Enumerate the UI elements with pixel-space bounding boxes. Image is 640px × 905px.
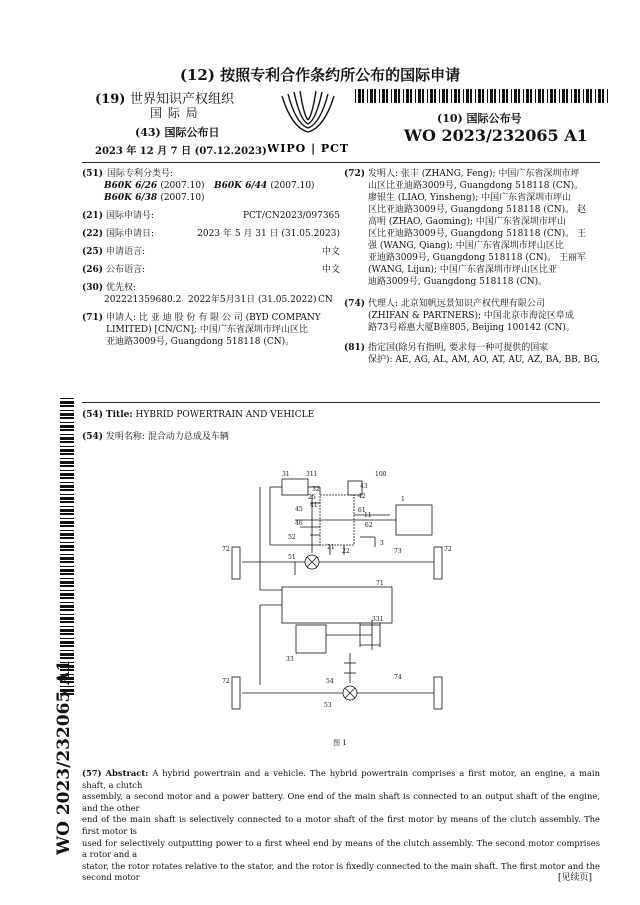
barcode-bar: [502, 89, 505, 103]
barcode-bar: [530, 89, 532, 103]
barcode-bar: [60, 614, 74, 615]
barcode-bar: [379, 89, 380, 103]
barcode-bar: [60, 413, 74, 416]
barcode-bar: [60, 629, 74, 632]
wipo-logo-text: WIPO | PCT: [268, 142, 348, 155]
barcode-bar: [60, 609, 74, 611]
barcode-bar: [526, 89, 529, 103]
field-21: (21) 国际申请号: PCT/CN2023/097365: [82, 211, 340, 221]
barcode-bar: [60, 645, 74, 647]
figure-ref-label: 46: [295, 520, 303, 527]
barcode-bar: [478, 89, 481, 103]
figure-ref-label: 32: [312, 486, 320, 493]
figure-ref-label: 62: [365, 522, 373, 529]
field-71: (71) 申请人: 比 亚 迪 股 份 有 限 公 司 (BYD COMPANY LIMITED) [CN/CN]; 中国广东省深圳市坪山区比 亚迪路3009号, Guangdong 518118 (CN)。: [82, 313, 321, 347]
ipc-entry: B60K 6/44 (2007.10): [214, 181, 315, 191]
barcode-bar: [427, 89, 428, 103]
field-74: (74) 代理人: 北京知帆远景知识产权代理有限公司 (ZHIFAN & PARTNERS); 中国北京市海淀区阜成 路73号裕惠大厦B座805, Beijing 100142 (CN)。: [344, 299, 575, 333]
title-en: (54) Title: HYBRID POWERTRAIN AND VEHICLE: [82, 410, 315, 420]
wipo-emblem-icon: [268, 88, 348, 158]
side-pubno: WO 2023/232065 A1: [54, 659, 74, 855]
barcode-bar: [458, 89, 460, 103]
barcode-bar: [60, 482, 74, 483]
figure-ref-label: 33: [286, 656, 294, 663]
barcode-bar: [60, 525, 74, 527]
figure-ref-label: 43: [360, 483, 368, 490]
barcode-bar: [562, 89, 565, 103]
figure-ref-label: 1: [401, 496, 405, 503]
field-30: (30) 优先权:: [82, 283, 137, 293]
barcode-bar: [566, 89, 568, 103]
barcode-bar: [60, 497, 74, 500]
figure-ref-label: 52: [288, 534, 296, 541]
powertrain-diagram: [200, 465, 480, 750]
figure-ref-label: 100: [375, 471, 387, 478]
barcode-bar: [590, 89, 592, 103]
barcode-bar: [358, 89, 361, 103]
barcode-bar: [60, 597, 74, 599]
barcode-bar: [490, 89, 493, 103]
barcode-bar: [60, 422, 74, 423]
barcode-bar: [487, 89, 488, 103]
barcode-bar: [60, 521, 74, 524]
barcode-bar: [60, 501, 74, 503]
barcode-bar: [60, 417, 74, 419]
barcode-bar: [60, 626, 74, 627]
figure-ref-label: 72: [222, 546, 230, 553]
barcode-bar: [60, 641, 74, 644]
figure-ref-label: 72: [444, 546, 452, 553]
barcode-bar: [60, 605, 74, 608]
barcode-bar: [60, 405, 74, 407]
pubno-value: WO 2023/232065 A1: [404, 126, 588, 145]
figure-ref-label: 42: [358, 493, 366, 500]
figure-ref-label: 53: [324, 702, 332, 709]
barcode-bar: [571, 89, 572, 103]
barcode-bar: [60, 446, 74, 447]
barcode-bar: [60, 434, 74, 435]
barcode-bar: [60, 554, 74, 555]
header-divider: [82, 162, 600, 163]
barcode-bar: [403, 89, 404, 103]
barcode-bar: [60, 441, 74, 443]
barcode-bar: [60, 437, 74, 440]
barcode-bar: [518, 89, 520, 103]
barcode-bar: [60, 530, 74, 531]
barcode-bar: [394, 89, 397, 103]
barcode-bar: [418, 89, 421, 103]
barcode-bar: [60, 477, 74, 479]
barcode-bar: [60, 593, 74, 596]
barcode-side: [60, 398, 74, 698]
barcode-bar: [446, 89, 448, 103]
barcode-bar: [60, 453, 74, 455]
field-22: (22) 国际申请日: 2023 年 5 月 31 日 (31.05.2023): [82, 229, 340, 239]
figure-ref-label: 25: [308, 494, 316, 501]
barcode-bar: [434, 89, 436, 103]
barcode-bar: [451, 89, 452, 103]
barcode-bar: [60, 537, 74, 539]
barcode-bar: [60, 657, 74, 659]
barcode-bar: [60, 509, 74, 512]
barcode-bar: [60, 494, 74, 495]
barcode-bar: [60, 633, 74, 635]
barcode-bar: [506, 89, 508, 103]
figure-ref-label: 21: [327, 544, 335, 551]
barcode-bar: [60, 470, 74, 471]
wheel-upper-left: [232, 547, 240, 579]
right-column: [344, 168, 602, 366]
figure-ref-label: 73: [394, 548, 402, 555]
pubno-label: (10) 国际公布号: [437, 112, 522, 125]
barcode-bar: [466, 89, 469, 103]
barcode-bar: [60, 578, 74, 579]
ipc-list: [82, 180, 340, 204]
barcode-bar: [535, 89, 536, 103]
figure-ref-label: 41: [310, 502, 318, 509]
barcode-bar: [60, 449, 74, 452]
barcode-bar: [523, 89, 524, 103]
figure-ref-label: 45: [295, 506, 303, 513]
document-title: (12) 按照专利合作条约所公布的国际申请: [179, 66, 461, 84]
org-sub: 国 际 局: [150, 106, 199, 120]
figure-ref-label: 3: [380, 540, 384, 547]
barcode-bar: [60, 650, 74, 651]
title-cn: (54) 发明名称: 混合动力总成及车辆: [82, 432, 229, 442]
field-72: (72) 发明人: 张丰 (ZHANG, Feng); 中国广东省深圳市坪 山区比亚迪路3009号, Guangdong 518118 (CN)。 廖银生 (LIAO, Yinsheng); 中国广东省深圳市坪山 区比亚迪路3009号, Guangdong 518118 (CN)。 赵 高明 (ZHAO, Gaoming); 中国广东省深圳市坪山 区比亚迪路3009号, Guangdong 518118 (CN)。 王 强 (WANG, Qiang); 中国广东省深圳市坪山区比 亚迪路3009号, Guangdong 518118 (CN)。 王丽军 (WANG, Lijun); 中国广东省深圳市坪山区比亚 迪路3009号, Guangdong 518118 (CN)。: [344, 169, 586, 287]
barcode-bar: [60, 506, 74, 507]
barcode-bar: [60, 461, 74, 464]
barcode-side-icon: [60, 398, 74, 698]
barcode-bar: [60, 585, 74, 587]
wipo-logo: [268, 88, 348, 158]
barcode-bar: [595, 89, 596, 103]
org-name: 世界知识产权组织: [129, 92, 234, 107]
barcode-bar: [410, 89, 412, 103]
barcode-bar: [60, 573, 74, 575]
barcode-bar: [60, 653, 74, 656]
barcode-bar: [574, 89, 577, 103]
barcode-bar: [60, 425, 74, 428]
barcode-bar: [60, 590, 74, 591]
barcode-bar: [554, 89, 556, 103]
barcode-bar: [598, 89, 601, 103]
barcode-bar: [60, 533, 74, 536]
left-column: [82, 168, 340, 348]
priority-claim: 202221359680.2 2022年5月31日 (31.05.2022) CN: [104, 295, 333, 305]
barcode-bar: [542, 89, 544, 103]
barcode-bar: [60, 513, 74, 515]
ipc-entry: B60K 6/38 (2007.10): [104, 193, 205, 203]
barcode-bar: [583, 89, 584, 103]
figure-ref-label: 61: [358, 507, 366, 514]
barcode-bar: [60, 489, 74, 491]
barcode-bar: [550, 89, 553, 103]
field-51: (51) 国际专利分类号:: [82, 169, 174, 179]
barcode-bar: [60, 617, 74, 620]
barcode-bar: [60, 429, 74, 431]
figure-ref-label: 51: [288, 554, 296, 561]
barcode-bar: [60, 569, 74, 572]
barcode-bar: [454, 89, 457, 103]
part-1-engine: [396, 505, 432, 535]
figure-caption: 图 1: [333, 739, 347, 747]
barcode-bar: [547, 89, 548, 103]
barcode-bar: [60, 485, 74, 488]
barcode-bar: [370, 89, 373, 103]
barcode-bar: [415, 89, 416, 103]
barcode-bar: [60, 465, 74, 467]
barcode-bar: [60, 602, 74, 603]
field-26: (26) 公布语言: 中文: [82, 265, 340, 275]
figure-ref-label: 22: [342, 548, 350, 555]
barcode-bar: [475, 89, 476, 103]
barcode-bar: [430, 89, 433, 103]
barcode-bar: [60, 542, 74, 543]
title-divider: [82, 402, 600, 403]
barcode-bar: [439, 89, 440, 103]
part-31: [282, 479, 308, 495]
barcode-bar: [60, 458, 74, 459]
barcode-bar: [60, 557, 74, 560]
barcode-bar: [60, 401, 74, 404]
barcode-bar: [406, 89, 409, 103]
barcode-bar: [60, 398, 74, 399]
figure-ref-label: 311: [306, 471, 318, 478]
wheel-upper-right: [434, 547, 442, 579]
barcode-bar: [499, 89, 500, 103]
figure-ref-label: 31: [282, 471, 290, 478]
barcode-bar: [60, 545, 74, 548]
figure-1: [200, 465, 480, 750]
barcode-bar: [398, 89, 400, 103]
barcode-bar: [386, 89, 388, 103]
wheel-lower-left: [232, 677, 240, 709]
figure-ref-label: 72: [222, 678, 230, 685]
pubdate-label: (43) 国际公布日: [135, 126, 220, 139]
barcode-bar: [382, 89, 385, 103]
figure-ref-label: 11: [364, 512, 372, 519]
wheel-lower-right: [434, 677, 442, 709]
barcode-bar: [442, 89, 445, 103]
figure-ref-label: 74: [394, 674, 402, 681]
part-33-motor: [296, 625, 326, 653]
barcode-bar: [559, 89, 560, 103]
abstract: (57) Abstract: A hybrid powertrain and a vehicle. The hybrid powertrain comprises a first motor, an engine, a main shaft, a clutch assembly, a second motor and a power battery. One end of the main shaft is connected to an output shaft of the engine, and the other end of the main shaft is selectively connected to a motor shaft of the first motor by means of the clutch assembly. The first motor is used for selectively outputting power to a first wheel end by means of the clutch assembly. The second motor comprises a rotor and a stator, the rotor rotates relative to the stator, and the rotor is fixedly connected to the main shaft. The first motor and the second motor: [82, 768, 601, 883]
barcode-bar: [511, 89, 512, 103]
barcode-bar: [514, 89, 517, 103]
barcode-bar: [494, 89, 496, 103]
barcode-bar: [607, 89, 608, 103]
barcode-bar: [60, 621, 74, 623]
org-num: (19): [95, 92, 126, 107]
barcode-top-icon: [355, 89, 610, 103]
continued-note: [见续页]: [558, 873, 593, 883]
figure-ref-label: 54: [326, 678, 334, 685]
barcode-bar: [482, 89, 484, 103]
barcode-bar: [60, 638, 74, 639]
barcode-bar: [60, 549, 74, 551]
barcode-bar: [362, 89, 364, 103]
barcode-top: [355, 88, 610, 102]
barcode-bar: [355, 89, 356, 103]
barcode-bar: [538, 89, 541, 103]
barcode-bar: [422, 89, 424, 103]
figure-ref-label: 331: [372, 616, 384, 623]
pubdate-value: 2023 年 12 月 7 日 (07.12.2023): [95, 146, 267, 157]
barcode-bar: [60, 518, 74, 519]
barcode-bar: [578, 89, 580, 103]
barcode-bar: [470, 89, 472, 103]
barcode-bar: [60, 566, 74, 567]
barcode-bar: [391, 89, 392, 103]
barcode-bar: [60, 473, 74, 476]
barcode-bar: [586, 89, 589, 103]
barcode-bar: [367, 89, 368, 103]
barcode-bar: [374, 89, 376, 103]
figure-ref-label: 71: [376, 580, 384, 587]
field-25: (25) 申请语言: 中文: [82, 247, 340, 257]
field-81: (81) 指定国(除另有指明, 要求每一种可提供的国家 保护): AE, AG, AL, AM, AO, AT, AU, AZ, BA, BB, BG,: [344, 343, 600, 365]
barcode-bar: [60, 581, 74, 584]
ipc-entry: B60K 6/26 (2007.10): [104, 181, 205, 191]
barcode-bar: [60, 561, 74, 563]
barcode-bar: [60, 410, 74, 411]
barcode-bar: [463, 89, 464, 103]
barcode-bar: [602, 89, 604, 103]
